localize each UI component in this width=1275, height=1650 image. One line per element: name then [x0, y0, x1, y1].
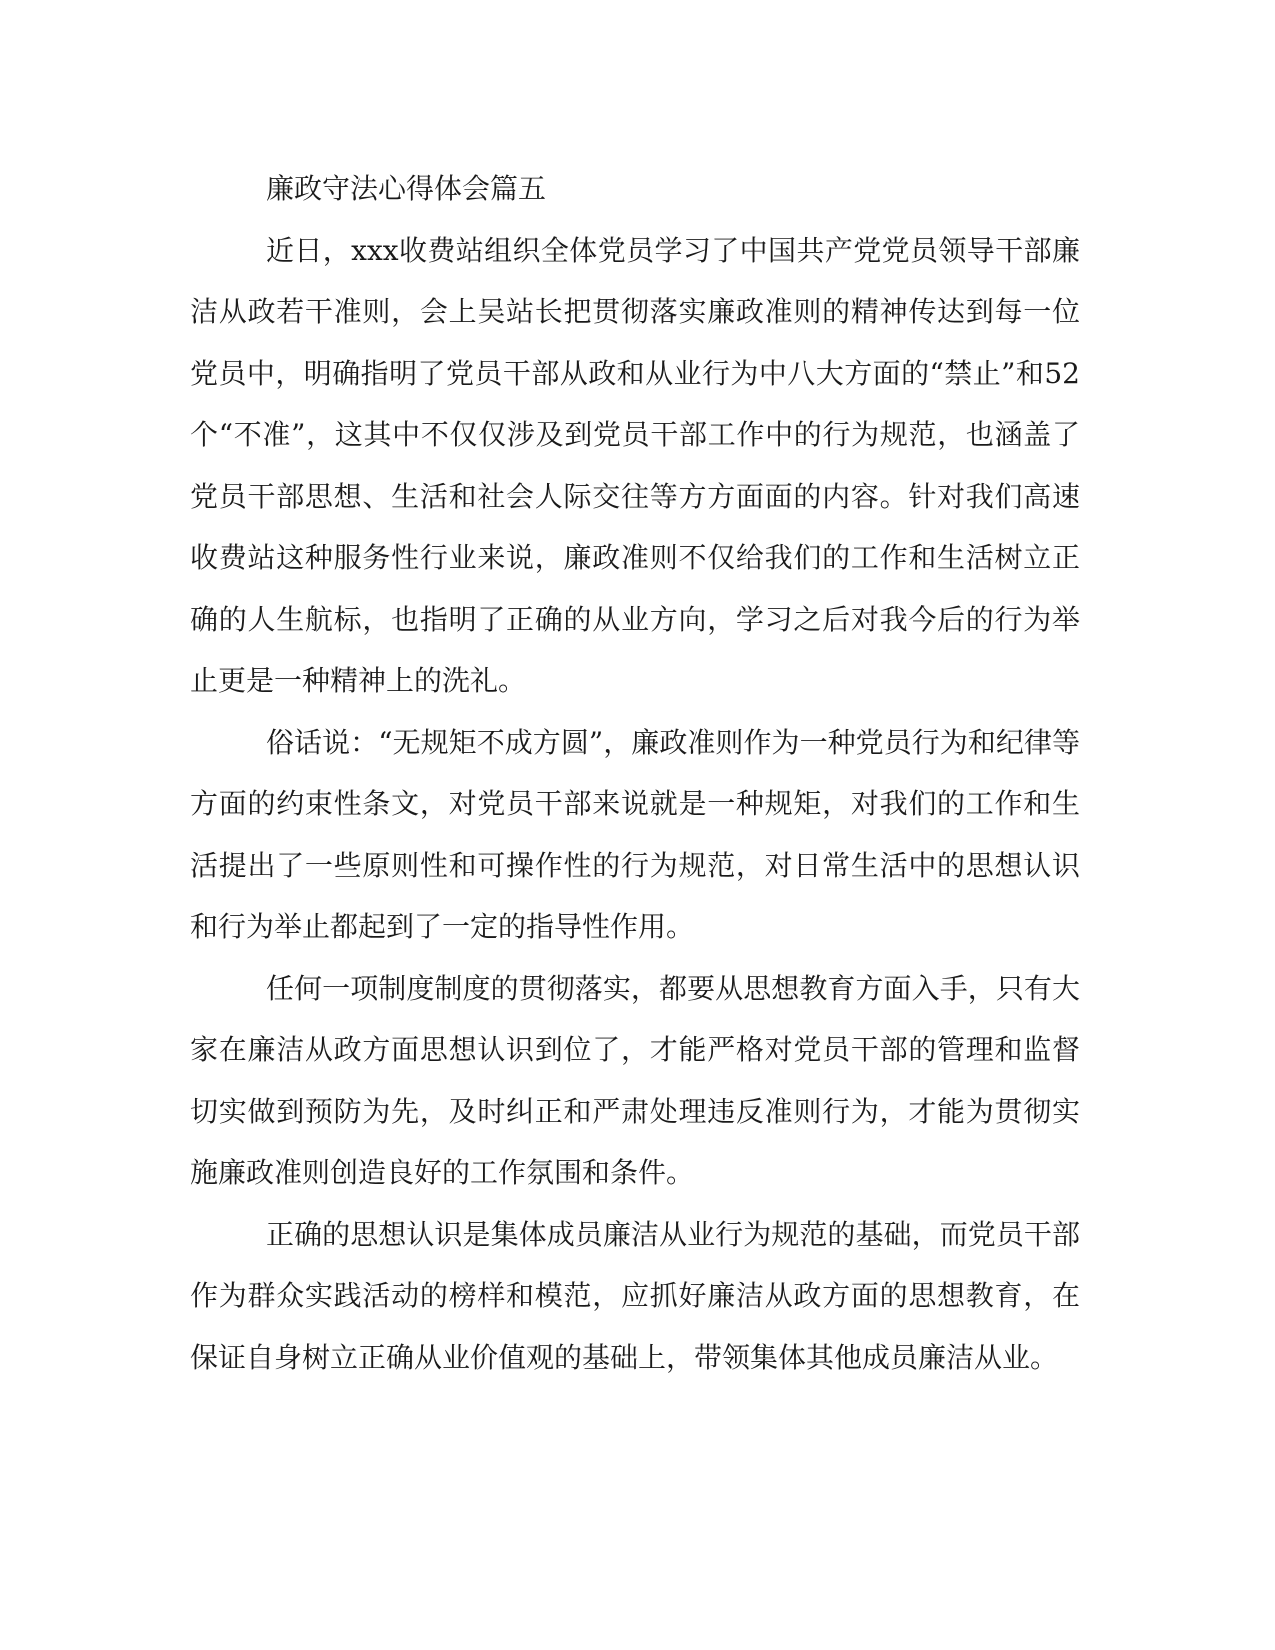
document-title: 廉政守法心得体会篇五: [266, 172, 547, 205]
paragraph-1: 近日，xxx收费站组织全体党员学习了中国共产党党员领导干部廉洁从政若干准则，会上吴站长把贯彻落实廉政准则的精神传达到每一位党员中，明确指明了党员干部从政和从业行为中八大方面的“禁止”和52个“不准”，这其中不仅仅涉及到党员干部工作中的行为规范，也涵盖了党员干部思想、生活和社会人际交往等方方面面的内容。针对我们高速收费站这种服务性行业来说，廉政准则不仅给我们的工作和生活树立正确的人生航标，也指明了正确的从业方向，学习之后对我今后的行为举止更是一种精神上的洗礼。: [190, 233, 1080, 697]
paragraph-3: 任何一项制度制度的贯彻落实，都要从思想教育方面入手，只有大家在廉洁从政方面思想认识到位了，才能严格对党员干部的管理和监督切实做到预防为先，及时纠正和严肃处理违反准则行为，才能为贯彻实施廉政准则创造良好的工作氛围和条件。: [190, 971, 1080, 1189]
paragraph-4: 正确的思想认识是集体成员廉洁从业行为规范的基础，而党员干部作为群众实践活动的榜样和模范，应抓好廉洁从政方面的思想教育，在保证自身树立正确从业价值观的基础上，带领集体其他成员廉洁从业。: [190, 1217, 1080, 1374]
document-body: [190, 158, 1080, 1388]
paragraph-2: 俗话说：“无规矩不成方圆”，廉政准则作为一种党员行为和纪律等方面的约束性条文，对党员干部来说就是一种规矩，对我们的工作和生活提出了一些原则性和可操作性的行为规范，对日常生活中的思想认识和行为举止都起到了一定的指导性作用。: [190, 725, 1080, 943]
